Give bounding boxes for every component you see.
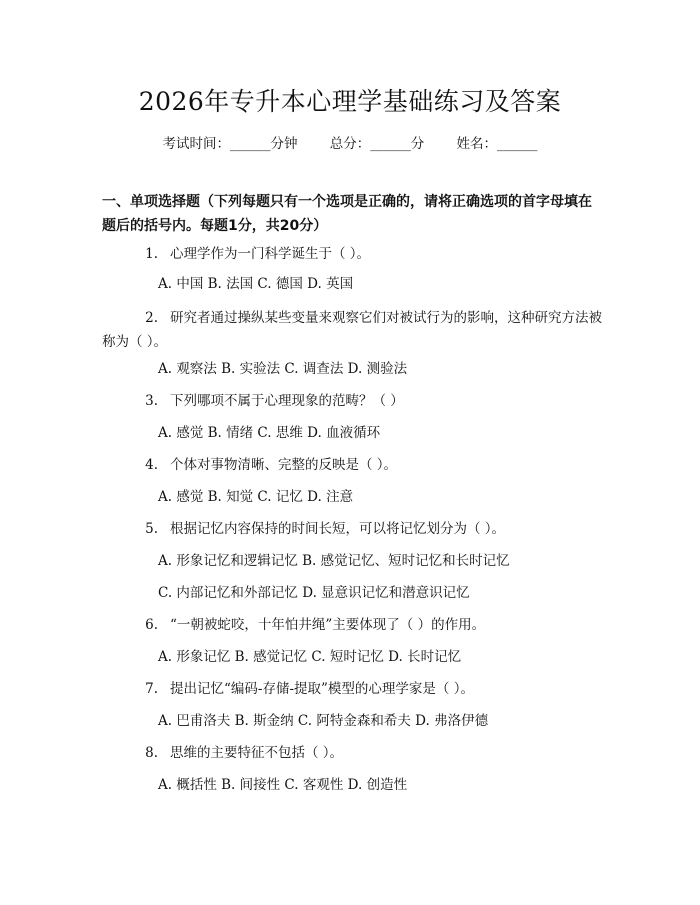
question-2 [102, 306, 602, 354]
question-number: 8. [145, 745, 158, 761]
question-7 [102, 677, 602, 701]
question-5-options-line-1: A. 形象记忆和逻辑记忆 B. 感觉记忆、短时记忆和长时记忆 [158, 553, 510, 569]
question-text: 心理学作为一门科学诞生于（ ）。 [170, 246, 371, 262]
question-7-options: A. 巴甫洛夫 B. 斯金纳 C. 阿特金森和希夫 D. 弗洛伊德 [158, 713, 489, 729]
question-1 [102, 242, 602, 266]
exam-time-field: 考试时间：______分钟 [162, 136, 298, 152]
question-4 [102, 453, 602, 477]
question-8-options: A. 概括性 B. 间接性 C. 客观性 D. 创造性 [158, 777, 408, 793]
question-5-options-line-2: C. 内部记忆和外部记忆 D. 显意识记忆和潜意识记忆 [158, 585, 470, 601]
question-4-options: A. 感觉 B. 知觉 C. 记忆 D. 注意 [158, 489, 354, 505]
question-text: 思维的主要特征不包括（ ）。 [170, 745, 344, 761]
question-number: 2. [145, 310, 158, 326]
question-number: 7. [145, 681, 158, 697]
page-title: 2026年专升本心理学基础练习及答案 [138, 87, 562, 116]
question-number: 1. [145, 246, 158, 262]
question-3 [102, 389, 602, 413]
question-5 [102, 517, 602, 541]
question-text: “一朝被蛇咬，十年怕井绳”主要体现了（ ）的作用。 [170, 617, 486, 633]
question-number: 5. [145, 521, 158, 537]
question-text: 根据记忆内容保持的时间长短，可以将记忆划分为（ ）。 [170, 521, 506, 537]
question-1-options: A. 中国 B. 法国 C. 德国 D. 英国 [158, 276, 354, 292]
question-6 [102, 613, 602, 637]
question-text: 下列哪项不属于心理现象的范畴？（ ） [170, 393, 404, 409]
question-text: 个体对事物清晰、完整的反映是（ ）。 [170, 457, 398, 473]
total-score-field: 总分：______分 [329, 136, 425, 152]
exam-meta [0, 132, 700, 152]
question-number: 3. [145, 393, 158, 409]
question-6-options: A. 形象记忆 B. 感觉记忆 C. 短时记忆 D. 长时记忆 [158, 649, 462, 665]
question-number: 6. [145, 617, 158, 633]
section-heading: 一、单项选择题（下列每题只有一个选项是正确的，请将正确选项的首字母填在题后的括号内。每题1分，共20分） [102, 194, 592, 234]
question-number: 4. [145, 457, 158, 473]
question-8 [102, 741, 602, 765]
student-name-field: 姓名：______ [456, 136, 538, 152]
question-2-options: A. 观察法 B. 实验法 C. 调查法 D. 测验法 [158, 361, 408, 377]
question-3-options: A. 感觉 B. 情绪 C. 思维 D. 血液循环 [158, 425, 381, 441]
question-text: 研究者通过操纵某些变量来观察它们对被试行为的影响，这种研究方法被称为（ ）。 [102, 310, 602, 350]
question-text: 提出记忆“编码-存储-提取”模型的心理学家是（ ）。 [170, 681, 474, 697]
